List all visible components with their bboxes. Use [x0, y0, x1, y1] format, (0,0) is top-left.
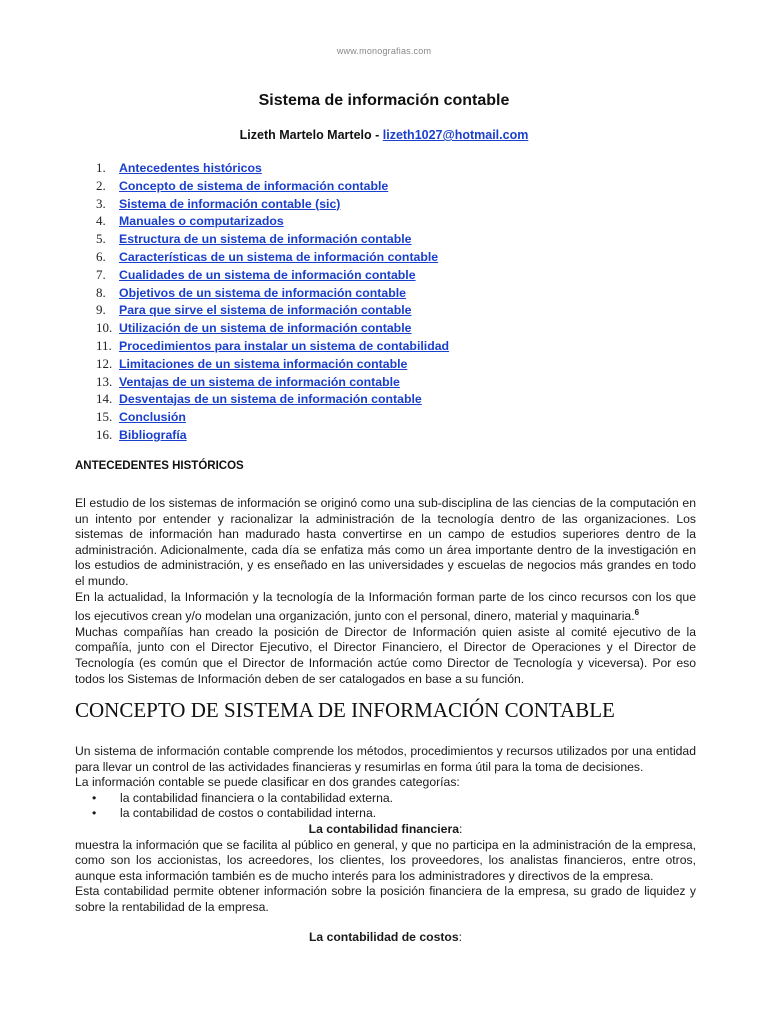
section-heading-concepto: CONCEPTO DE SISTEMA DE INFORMACIÓN CONTABLE — [75, 698, 615, 722]
toc-link-utilizacion[interactable]: Utilización de un sistema de información contable — [119, 321, 412, 336]
footnote-marker: 6 — [634, 608, 640, 618]
toc-number: 6. — [96, 248, 106, 264]
toc-link-procedimientos[interactable]: Procedimientos para instalar un sistema de contabilidad — [119, 338, 450, 353]
antecedentes-body — [75, 496, 696, 687]
toc-item — [96, 285, 449, 303]
toc-item — [96, 267, 449, 285]
toc-number: 5. — [96, 231, 106, 247]
toc-link-manuales[interactable]: Manuales o computarizados — [119, 214, 284, 229]
toc-link-estructura[interactable]: Estructura de un sistema de información contable — [119, 232, 412, 247]
toc-item — [96, 427, 449, 445]
toc-number: 4. — [96, 213, 106, 229]
toc-item — [96, 338, 449, 356]
list-item: • la contabilidad financiera o la contabilidad externa. — [75, 791, 696, 807]
toc-item — [96, 178, 449, 196]
toc-item — [96, 374, 449, 392]
document-title: Sistema de información contable — [258, 92, 510, 109]
toc-link-ventajas[interactable]: Ventajas de un sistema de información contable — [119, 374, 400, 389]
list-item: • la contabilidad de costos o contabilidad interna. — [75, 806, 696, 822]
toc-number: 13. — [96, 373, 113, 389]
toc-item — [96, 231, 449, 249]
toc-number: 16. — [96, 426, 113, 442]
toc-item — [96, 160, 449, 178]
paragraph: El estudio de los sistemas de información se originó como una sub-disciplina de las ciencias de la computación en un intento por entender y racionalizar la administración de la tecnología dentro de las organizaciones. Los sistemas de información han madurado hasta convertirse en un campo de estudios superiores dentro de la administración. Adicionalmente, cada día se enfatiza más como un área importante dentro de la investigación en los estudios de administración, y es enseñado en las universidades y escuelas de negocios más grandes en todo el mundo. — [75, 496, 696, 588]
paragraph: La información contable se puede clasificar en dos grandes categorías: — [75, 775, 460, 790]
subheading-text: La contabilidad financiera — [308, 821, 459, 836]
toc-item — [96, 356, 449, 374]
toc-item — [96, 302, 449, 320]
toc-number: 10. — [96, 320, 113, 336]
subheading-text: La contabilidad de costos — [308, 929, 459, 944]
subheading-colon: : — [458, 929, 463, 944]
section-heading-antecedentes: ANTECEDENTES HISTÓRICOS — [75, 460, 244, 472]
toc-number: 1. — [96, 160, 106, 175]
toc-number: 7. — [96, 266, 106, 282]
toc-link-desventajas[interactable]: Desventajas de un sistema de información contable — [119, 392, 422, 407]
toc-number: 14. — [96, 391, 113, 407]
toc-link-antecedentes[interactable]: Antecedentes históricos — [119, 161, 262, 175]
toc-link-conclusion[interactable]: Conclusión — [119, 410, 186, 425]
subheading-contabilidad-financiera — [75, 822, 696, 838]
paragraph: muestra la información que se facilita al público en general, y que no participa en la administración de la empresa, como son los accionistas, los acreedores, los clientes, los proveedores, los analistas financieros, entre otros, aunque esta información también es de mucho interés para los administradores y directivos de la empresa. — [75, 837, 696, 883]
toc-item — [96, 391, 449, 409]
paragraph: Muchas compañías han creado la posición de Director de Información quien asiste al comité ejecutivo de la compañía, junto con el Director Ejecutivo, el Director Financiero, el Director de Operaciones y el Director de Tecnología (es común que el Director de Información actúe como Director de Tecnología y viceversa). Por eso todos los Sistemas de Información deben de ser catalogados en base a su función. — [75, 624, 696, 686]
toc-number: 3. — [96, 195, 106, 211]
author-name: Lizeth Martelo Martelo — [239, 128, 372, 142]
toc-number: 9. — [96, 302, 106, 318]
paragraph: Esta contabilidad permite obtener información sobre la posición financiera de la empresa, su grado de liquidez y sobre la rentabilidad de la empresa. — [75, 884, 696, 914]
toc-item — [96, 409, 449, 427]
toc-number: 11. — [96, 337, 112, 353]
toc-link-cualidades[interactable]: Cualidades de un sistema de información contable — [119, 267, 416, 282]
toc-link-para-que-sirve[interactable]: Para que sirve el sistema de información contable — [119, 303, 412, 318]
toc-link-concepto[interactable]: Concepto de sistema de información contable — [119, 178, 389, 193]
toc-item — [96, 320, 449, 338]
toc-item — [96, 249, 449, 267]
paragraph-text: En la actualidad, la Información y la tecnología de la Información forman parte de los cinco recursos con los que los ejecutivos crean y/o modelan una organización, junto con el personal, dinero, material y maquinaria. — [75, 589, 696, 624]
concepto-body — [75, 744, 696, 945]
toc-link-sic[interactable]: Sistema de información contable (sic) — [119, 196, 341, 211]
toc-link-objetivos[interactable]: Objetivos de un sistema de información contable — [119, 285, 406, 300]
toc-number: 15. — [96, 409, 113, 425]
subheading-colon: : — [458, 821, 463, 836]
toc-link-limitaciones[interactable]: Limitaciones de un sistema información contable — [119, 356, 408, 371]
table-of-contents — [96, 160, 449, 445]
bullet-list — [75, 791, 696, 822]
author-separator: - — [371, 128, 383, 142]
toc-number: 2. — [96, 177, 106, 193]
paragraph — [75, 590, 696, 625]
toc-item — [96, 213, 449, 231]
toc-number: 8. — [96, 284, 106, 300]
author-email-link[interactable]: lizeth1027@hotmail.com — [382, 128, 529, 142]
watermark: www.monografias.com — [336, 46, 432, 56]
paragraph: Un sistema de información contable comprende los métodos, procedimientos y recursos utilizados por una entidad para llevar un control de las actividades financieras y resumirlas en forma útil para la toma de decisiones. — [75, 744, 696, 774]
subheading-contabilidad-costos — [75, 930, 696, 946]
toc-link-caracteristicas[interactable]: Características de un sistema de información contable — [119, 249, 439, 264]
toc-item — [96, 196, 449, 214]
author-line — [0, 128, 768, 142]
toc-number: 12. — [96, 355, 113, 371]
toc-link-bibliografia[interactable]: Bibliografía — [119, 427, 187, 442]
